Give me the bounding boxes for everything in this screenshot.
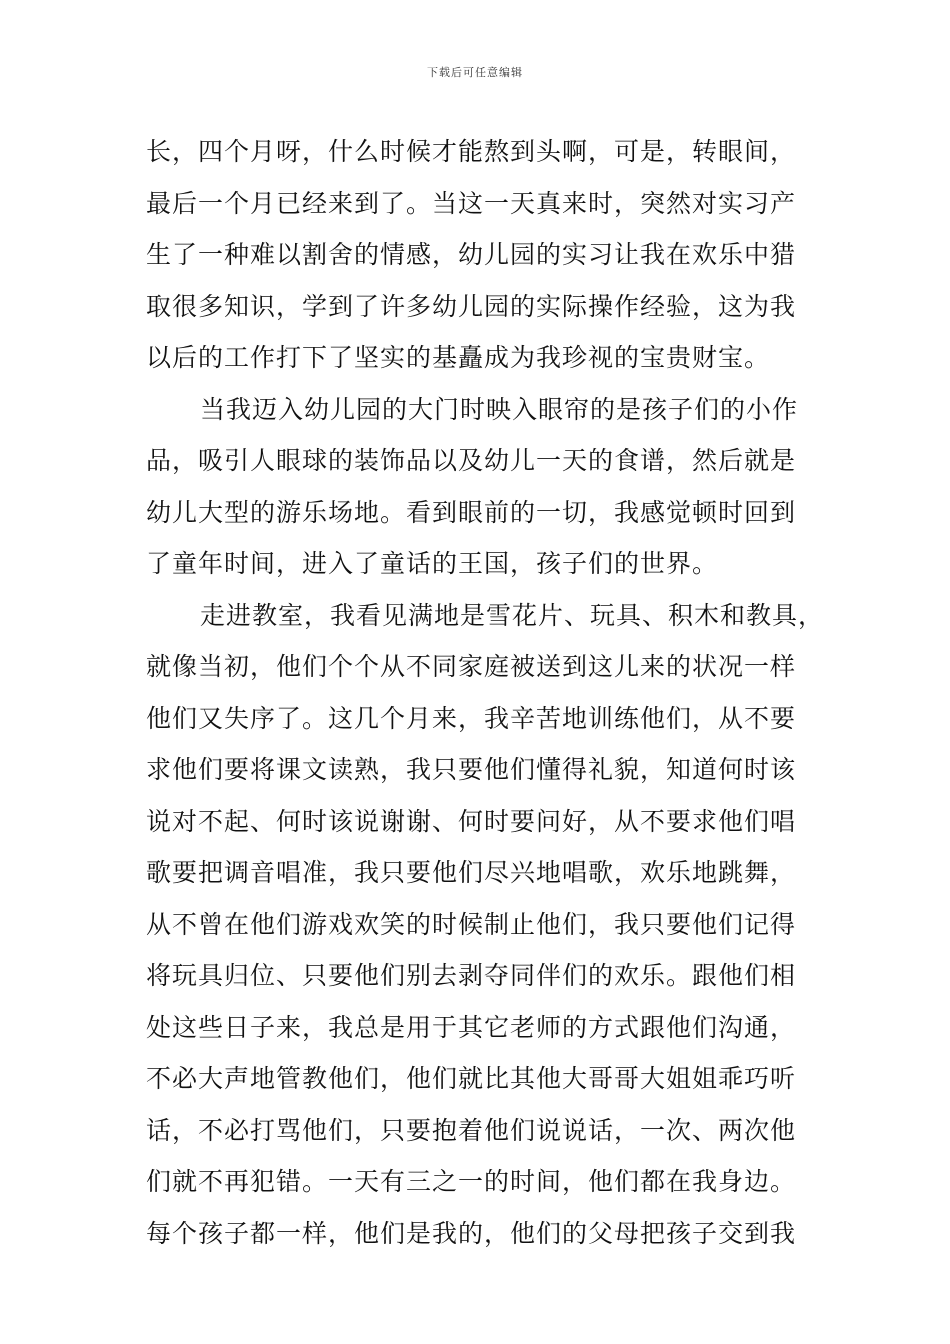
text-line: 求他们要将课文读熟，我只要他们懂得礼貌，知道何时该 — [146, 755, 797, 784]
text-line: 取很多知识，学到了许多幼儿园的实际操作经验，这为我 — [146, 291, 797, 321]
text-line: 品，吸引人眼球的装饰品以及幼儿一天的食谱，然后就是 — [146, 446, 797, 475]
body-text — [146, 126, 836, 1259]
text-line: 从不曾在他们游戏欢笑的时候制止他们，我只要他们记得 — [146, 909, 797, 939]
text-line: 每个孩子都一样，他们是我的，他们的父母把孩子交到我 — [146, 1218, 797, 1248]
text-line: 最后一个月已经来到了。当这一天真来时，突然对实习产 — [146, 188, 797, 218]
text-line: 不必大声地管教他们，他们就比其他大哥哥大姐姐乖巧听 — [146, 1064, 797, 1093]
text-line: 们就不再犯错。一天有三之一的时间，他们都在我身边。 — [146, 1167, 797, 1196]
text-line: 他们又失序了。这几个月来，我辛苦地训练他们，从不要 — [146, 703, 797, 733]
text-line: 就像当初，他们个个从不同家庭被送到这儿来的状况一样 — [146, 652, 797, 681]
text-line: 处这些日子来，我总是用于其它老师的方式跟他们沟通， — [146, 1012, 797, 1042]
text-line: 幼儿大型的游乐场地。看到眼前的一切，我感觉顿时回到 — [146, 497, 797, 527]
text-line: 话，不必打骂他们，只要抱着他们说说话，一次、两次他 — [146, 1115, 797, 1145]
text-line: 长，四个月呀，什么时候才能熬到头啊，可是，转眼间， — [146, 137, 797, 166]
text-line: 将玩具归位、只要他们别去剥夺同伴们的欢乐。跟他们相 — [146, 961, 797, 990]
text-line: 了童年时间，进入了童话的王国，孩子们的世界。 — [146, 549, 719, 578]
page-header: 下载后可任意编辑 — [427, 66, 523, 79]
text-line: 当我迈入幼儿园的大门时映入眼帘的是孩子们的小作 — [200, 394, 799, 424]
text-line: 走进教室，我看见满地是雪花片、玩具、积木和教具， — [200, 600, 825, 630]
text-line: 说对不起、何时该说谢谢、何时要问好，从不要求他们唱 — [146, 806, 797, 836]
text-line: 生了一种难以割舍的情感，幼儿园的实习让我在欢乐中猎 — [146, 240, 797, 269]
text-line: 以后的工作打下了坚实的基矗成为我珍视的宝贵财宝。 — [146, 343, 771, 372]
text-line: 歌要把调音唱准，我只要他们尽兴地唱歌，欢乐地跳舞， — [146, 858, 797, 887]
